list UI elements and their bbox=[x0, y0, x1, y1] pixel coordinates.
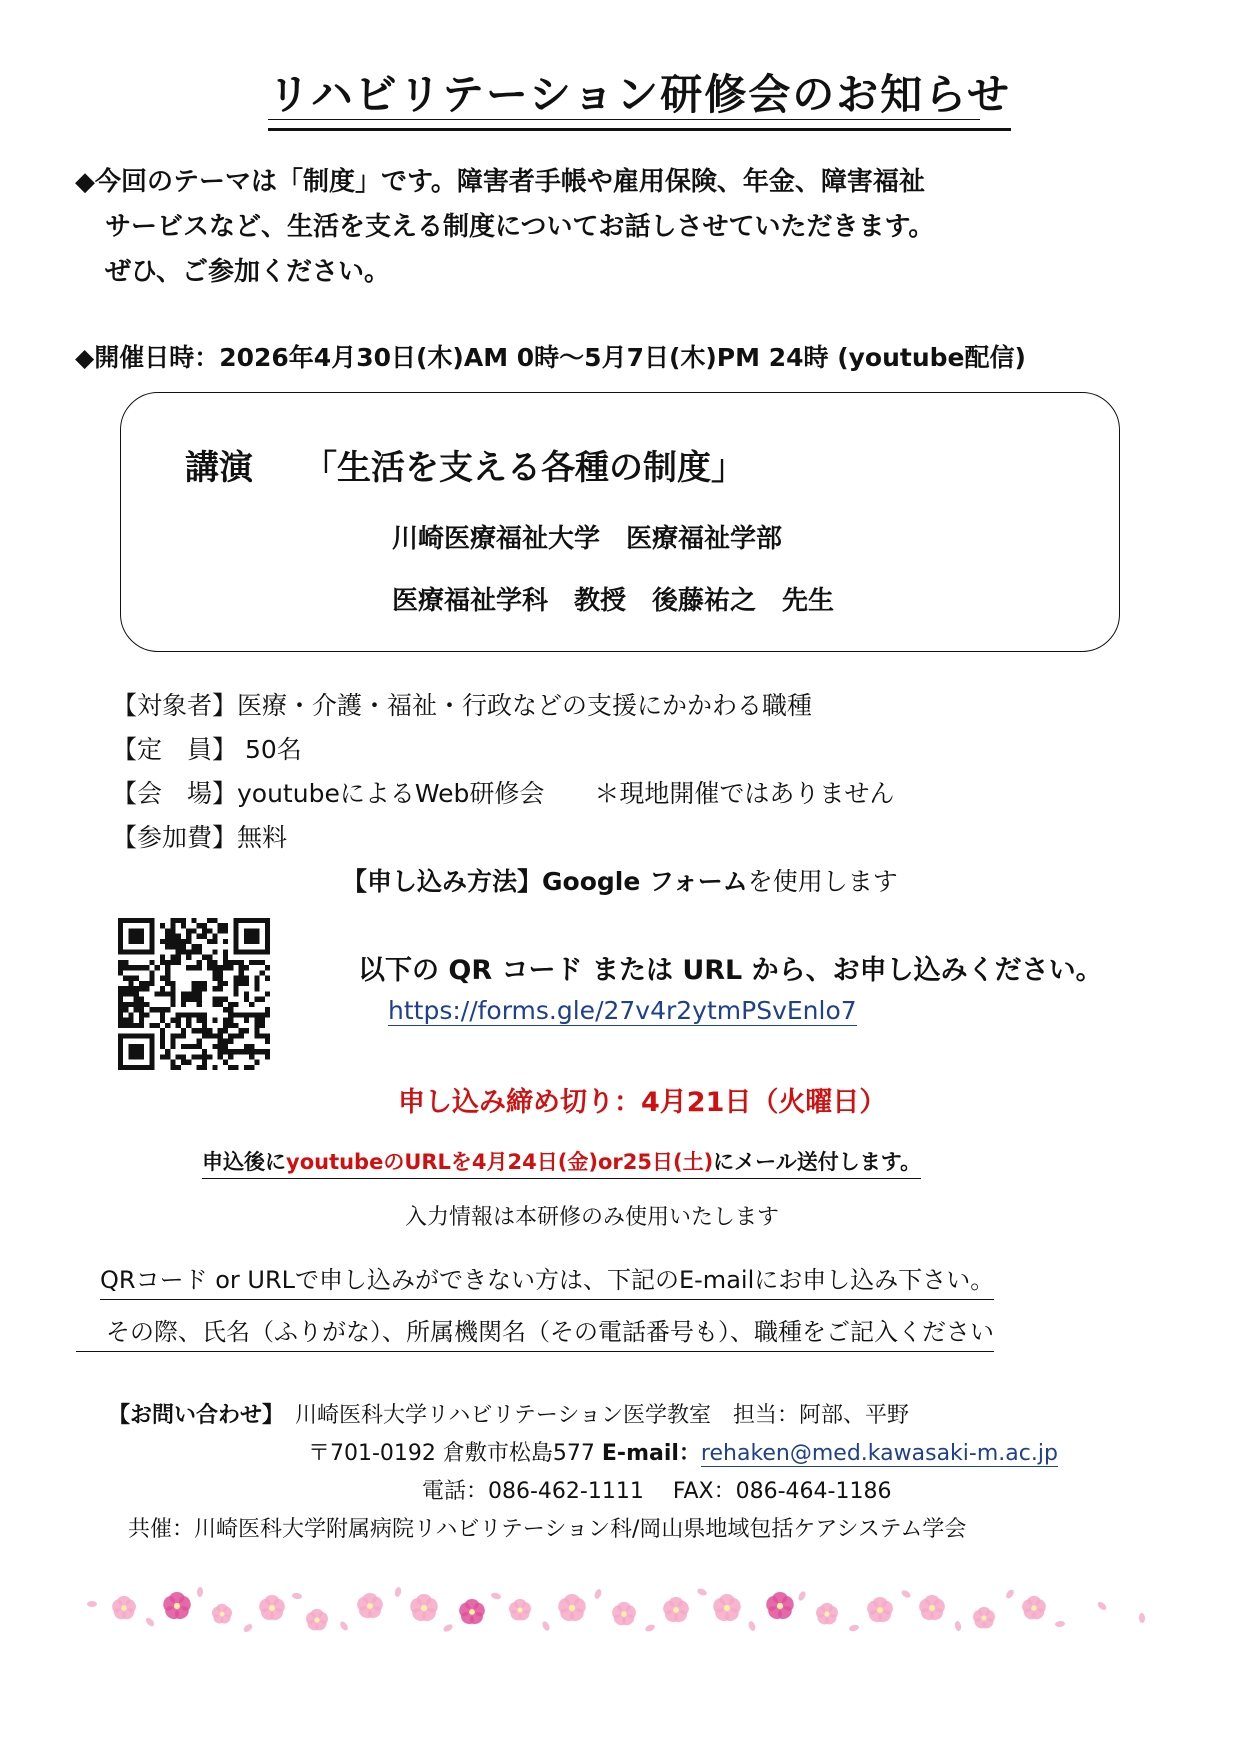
speaker-affiliation: 川崎医療福祉大学 医療福祉学部 bbox=[392, 524, 783, 554]
required-info-note: その際、氏名（ふりがな）、所属機関名（その電話番号も）、職種をご記入ください bbox=[76, 1312, 994, 1352]
capacity: 【定 員】 50名 bbox=[112, 735, 302, 764]
contact-address: 〒701-0192 倉敷市松島577 bbox=[308, 1441, 595, 1466]
intro-line-1: ◆今回のテーマは「制度」です。障害者手帳や雇用保険、年金、障害福祉 bbox=[75, 167, 925, 197]
lecture-title: 「生活を支える各種の制度」 bbox=[303, 448, 745, 488]
speaker-name: 医療福祉学科 教授 後藤祐之 先生 bbox=[392, 586, 835, 616]
mail-notice-prefix: 申込後に bbox=[202, 1150, 286, 1174]
fee: 【参加費】無料 bbox=[112, 823, 288, 852]
qr-code-icon[interactable] bbox=[118, 918, 270, 1070]
contact-org: 川崎医科大学リハビリテーション医学教室 担当：阿部、平野 bbox=[295, 1403, 910, 1428]
intro-line-3: ぜひ、ご参加ください。 bbox=[105, 257, 390, 287]
title-underline bbox=[268, 119, 980, 120]
contact-line-2 bbox=[308, 1436, 1058, 1467]
intro-line-2: サービスなど、生活を支える制度についてお話しさせていただきます。 bbox=[105, 212, 935, 242]
venue: 【会 場】youtubeによるWeb研修会 ＊現地開催ではありません bbox=[112, 779, 895, 808]
mail-notice bbox=[202, 1146, 921, 1179]
contact-email-link[interactable]: rehaken@med.kawasaki-m.ac.jp bbox=[700, 1441, 1058, 1466]
cherry-blossom-icon bbox=[72, 1578, 1172, 1648]
qr-instruction: 以下の QR コード または URL から、お申し込みください。 bbox=[358, 955, 1103, 986]
contact-line-1 bbox=[108, 1398, 909, 1429]
apply-method-suffix: を使用します bbox=[747, 867, 898, 896]
cohost: 共催：川崎医科大学附属病院リハビリテーション科/岡山県地域包括ケアシステム学会 bbox=[128, 1517, 967, 1542]
apply-method bbox=[342, 862, 898, 898]
apply-method-label: 【申し込み方法】Google フォーム bbox=[342, 867, 748, 896]
lecture-label: 講演 bbox=[185, 448, 253, 488]
alternative-apply-note: QRコード or URLで申し込みができない方は、下記のE-mailにお申し込み下さい。 bbox=[100, 1260, 994, 1300]
contact-label: 【お問い合わせ】 bbox=[108, 1403, 274, 1428]
application-deadline: 申し込み締め切り：4月21日（火曜日） bbox=[398, 1087, 887, 1118]
lecture-heading bbox=[185, 440, 745, 489]
page-title: リハビリテーション研修会のお知らせ bbox=[268, 62, 1011, 131]
target-audience: 【対象者】医療・介護・福祉・行政などの支援にかかわる職種 bbox=[112, 691, 813, 720]
mail-notice-highlight: youtubeのURLを4月24日(金)or25日(土) bbox=[286, 1150, 714, 1174]
event-datetime: ◆開催日時：2026年4月30日(木)AM 0時～5月7日(木)PM 24時 (youtube配信) bbox=[75, 343, 1026, 372]
privacy-note: 入力情報は本研修のみ使用いたします bbox=[405, 1205, 780, 1230]
mail-notice-suffix: にメール送付します。 bbox=[713, 1150, 922, 1174]
form-url-link[interactable]: https://forms.gle/27v4r2ytmPSvEnlo7 bbox=[388, 996, 857, 1025]
email-label: E-mail： bbox=[601, 1441, 701, 1466]
contact-phone-fax: 電話：086-462-1111 FAX：086-464-1186 bbox=[422, 1479, 892, 1504]
intro-paragraph bbox=[75, 160, 934, 295]
